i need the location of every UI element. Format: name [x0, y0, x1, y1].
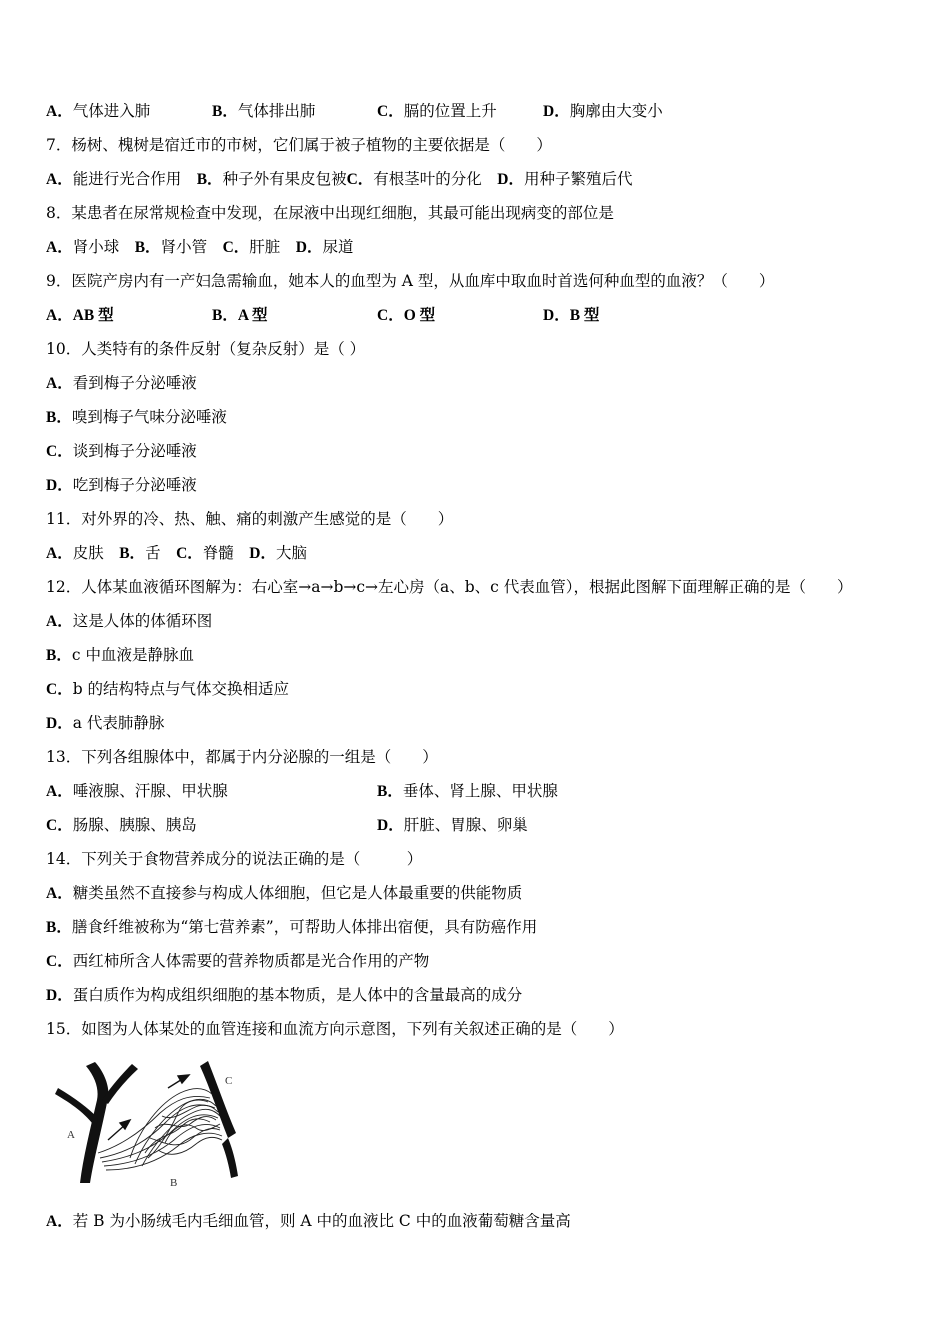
q9-option-c: C．O 型 — [377, 307, 436, 324]
q12-option-a: A．这是人体的体循环图 — [46, 612, 213, 630]
blood-vessel-svg — [50, 1058, 240, 1188]
blood-vessel-diagram — [50, 1058, 240, 1188]
q10-option-b: B．嗅到梅子气味分泌唾液 — [46, 408, 227, 426]
vessel-c-lower — [222, 1138, 238, 1178]
flow-arrow-out — [168, 1075, 189, 1088]
q9-option-a: A．AB 型 — [46, 307, 114, 324]
q11-stem: 11．对外界的冷、热、触、痛的刺激产生感觉的是（ ） — [46, 510, 454, 528]
q14-option-d: D．蛋白质作为构成组织细胞的基本物质，是人体中的含量最高的成分 — [46, 986, 523, 1004]
q6-option-b: B．气体排出肺 — [212, 102, 316, 120]
q9-option-d: D．B 型 — [543, 307, 600, 324]
q9-stem: 9．医院产房内有一产妇急需输血，她本人的血型为 A 型，从血库中取血时首选何种血型的血液？（ ） — [46, 272, 775, 290]
vessel-a-branch — [55, 1088, 98, 1128]
capillary-network-b — [98, 1089, 222, 1170]
q13-stem: 13．下列各组腺体中，都属于内分泌腺的一组是（ ） — [46, 748, 438, 766]
q12-stem: 12．人体某血液循环图解为：右心室→a→b→c→左心房（a、b、c 代表血管），根据此图解下面理解正确的是（ ） — [46, 578, 853, 596]
q7-options: A．能进行光合作用 B．种子外有果皮包被C．有根茎叶的分化 D．用种子繁殖后代 — [46, 170, 633, 188]
q11-options: A．皮肤 B．舌 C．脊髓 D．大脑 — [46, 544, 308, 562]
q7-stem: 7．杨树、槐树是宿迁市的市树，它们属于被子植物的主要依据是（ ） — [46, 136, 552, 154]
q13-option-b: B．垂体、肾上腺、甲状腺 — [377, 782, 558, 800]
label-a: A — [67, 1129, 75, 1141]
q15-stem: 15．如图为人体某处的血管连接和血流方向示意图，下列有关叙述正确的是（ ） — [46, 1020, 624, 1038]
q13-options-row2 — [46, 814, 906, 836]
q15-option-a: A．若 B 为小肠绒毛内毛细血管，则 A 中的血液比 C 中的血液葡萄糖含量高 — [46, 1212, 571, 1230]
q13-option-d: D．肝脏、胃腺、卵巢 — [377, 816, 528, 834]
q13-option-a: A．唾液腺、汗腺、甲状腺 — [46, 782, 228, 800]
q8-stem: 8．某患者在尿常规检查中发现，在尿液中出现红细胞，其最可能出现病变的部位是 — [46, 204, 614, 222]
q10-option-d: D．吃到梅子分泌唾液 — [46, 476, 197, 494]
flow-arrow-in — [108, 1120, 130, 1140]
q13-option-c: C．肠腺、胰腺、胰岛 — [46, 816, 197, 834]
q14-option-c: C．西红柿所含人体需要的营养物质都是光合作用的产物 — [46, 952, 430, 970]
q10-option-a: A．看到梅子分泌唾液 — [46, 374, 197, 392]
q12-option-b: B．c 中血液是静脉血 — [46, 646, 194, 664]
q6-option-c: C．膈的位置上升 — [377, 102, 497, 120]
q12-option-c: C．b 的结构特点与气体交换相适应 — [46, 680, 290, 698]
q8-options: A．肾小球 B．肾小管 C．肝脏 D．尿道 — [46, 238, 354, 256]
q13-options-row1 — [46, 780, 906, 802]
q9-options — [46, 304, 906, 326]
q14-option-b: B．膳食纤维被称为“第七营养素”，可帮助人体排出宿便，具有防癌作用 — [46, 918, 538, 936]
q14-option-a: A．糖类虽然不直接参与构成人体细胞，但它是人体最重要的供能物质 — [46, 884, 523, 902]
label-b: B — [170, 1177, 178, 1188]
q14-stem: 14．下列关于食物营养成分的说法正确的是（ ） — [46, 850, 423, 868]
vessel-a-branch-top — [102, 1064, 138, 1104]
q6-option-a: A．气体进入肺 — [46, 102, 151, 120]
label-c: C — [225, 1075, 233, 1087]
q6-option-d: D．胸廓由大变小 — [543, 102, 663, 120]
q10-stem: 10．人类特有的条件反射（复杂反射）是（ ） — [46, 340, 366, 358]
q9-option-b: B．A 型 — [212, 307, 268, 324]
q12-option-d: D．a 代表肺静脉 — [46, 714, 165, 732]
q6-options — [46, 100, 906, 122]
q10-option-c: C．谈到梅子分泌唾液 — [46, 442, 197, 460]
